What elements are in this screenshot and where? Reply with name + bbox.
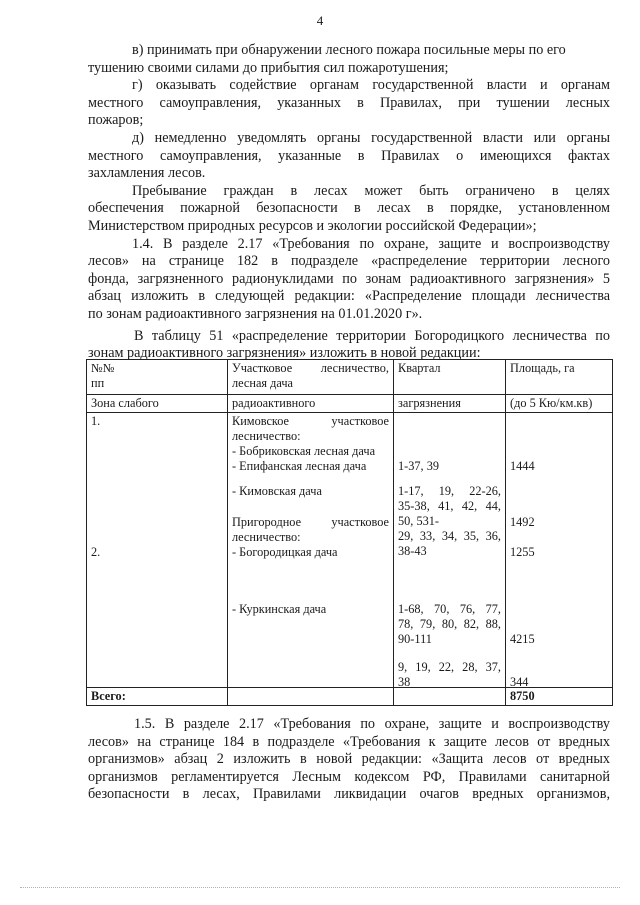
text-line: 1.5. В разделе 2.17 «Требования по охране, защите и воспроизводству: [134, 716, 610, 732]
page-number: 4: [316, 13, 324, 28]
table-cell: [228, 688, 394, 706]
table-cell: радиоактивного: [228, 395, 394, 413]
table-cell: Зона слабого: [87, 395, 228, 413]
table-cell: (до 5 Кю/км.кв): [506, 395, 613, 413]
total-label: Всего:: [87, 688, 228, 706]
text-line: абзац изложить в следующей редакции: «Распределение площади лесничества: [88, 288, 610, 305]
text-line: обеспечения пожарной безопасности в лесах в порядке, установленном: [88, 200, 610, 217]
table-cell: 1444 1492 1255 4215 344: [506, 413, 613, 688]
quarter-list: 1-68, 70, 76, 77, 78, 79, 80, 82, 88, 90-111: [398, 602, 501, 646]
text-line: местного самоуправления, указанные в Правилах о имеющихся фактах: [88, 147, 610, 164]
table-header-row: [87, 360, 613, 395]
text-line: организмов» абзац 2 изложить в новой редакции: «Защита лесов от вредных: [88, 751, 610, 768]
quarter-list: 9, 19, 22, 28, 37, 38: [398, 660, 501, 689]
text-line: д) немедленно уведомлять органы государственной власти или органы: [132, 129, 610, 146]
text-line: г) оказывать содействие органам государственной власти и органам: [132, 77, 610, 94]
text-line: Пребывание граждан в лесах может быть ограничено в целях: [132, 182, 610, 199]
table-header-cell: №№ пп: [87, 360, 228, 395]
table-header-cell: Квартал: [394, 360, 506, 395]
text-line: местного самоуправления, указанных в Правилах, при тушении лесных: [88, 94, 610, 111]
text-line: лесов» на странице 184 в подразделе «Требования к защите лесов от вредных: [88, 733, 610, 750]
quarter-list: 1-17, 19, 22-26, 35-38, 41, 42, 44, 50, 531- 29, 33, 34, 35, 36, 38-43: [398, 484, 501, 558]
table-header-cell: Площадь, га: [506, 360, 613, 395]
table-cell: [394, 688, 506, 706]
total-value: 8750: [506, 688, 613, 706]
table-body-row: [87, 413, 613, 688]
table-header-cell: Участковое лесничество, лесная дача: [228, 360, 394, 395]
table-zone-row: [87, 395, 613, 413]
text-line: 1.4. В разделе 2.17 «Требования по охране, защите и воспроизводству: [132, 235, 610, 252]
table-cell: Кимовское участковое лесничество: - Бобриковская лесная дача - Епифанская лесная дача - Кимовская дача Пригородное участковое лесничество: - Богородицкая дача - Куркинская дача: [228, 413, 394, 688]
text-line: тушению своими силами до прибытия сил пожаротушения;: [88, 59, 449, 76]
text-line: безопасности в лесах, Правилами ликвидации очагов вредных организмов,: [88, 786, 610, 803]
text-line: в) принимать при обнаружении лесного пожара посильные меры по его: [132, 42, 566, 58]
table-cell: 1-37, 39 1-17, 19, 22-26, 35-38, 41, 42, 44, 50, 531- 29, 33, 34, 35, 36, 38-43 1-68, 70, 76, 77, 78, 79, 80, 82, 88, 90-111 9, 19, 22, 28, 37, 38: [394, 413, 506, 688]
table-cell: загрязнения: [394, 395, 506, 413]
text-line: организмов регламентируется Лесным кодексом РФ, Правилами санитарной: [88, 768, 610, 785]
document-body-top: [88, 42, 610, 363]
text-line: зонам радиоактивного загрязнения» изложить в новой редакции:: [88, 345, 481, 362]
table-total-row: [87, 688, 613, 706]
text-line: пожаров;: [88, 112, 144, 129]
text-line: захламления лесов.: [88, 165, 206, 182]
text-line: лесов» на странице 182 в подразделе «распределение территории лесного: [88, 253, 610, 270]
text-line: В таблицу 51 «распределение территории Богородицкого лесничества по: [134, 327, 610, 344]
text-line: Министерством природных ресурсов и экологии российской Федерации»;: [88, 217, 537, 234]
text-line: фонда, загрязненного радионуклидами по зонам радиоактивного загрязнения» 5: [88, 270, 610, 287]
document-body-bottom: [88, 716, 610, 804]
table-cell: 1. 2.: [87, 413, 228, 688]
scan-footer-artifact: [20, 887, 620, 890]
zones-table: [86, 359, 613, 706]
text-line: по зонам радиоактивного загрязнения на 01.01.2020 г».: [88, 305, 423, 322]
